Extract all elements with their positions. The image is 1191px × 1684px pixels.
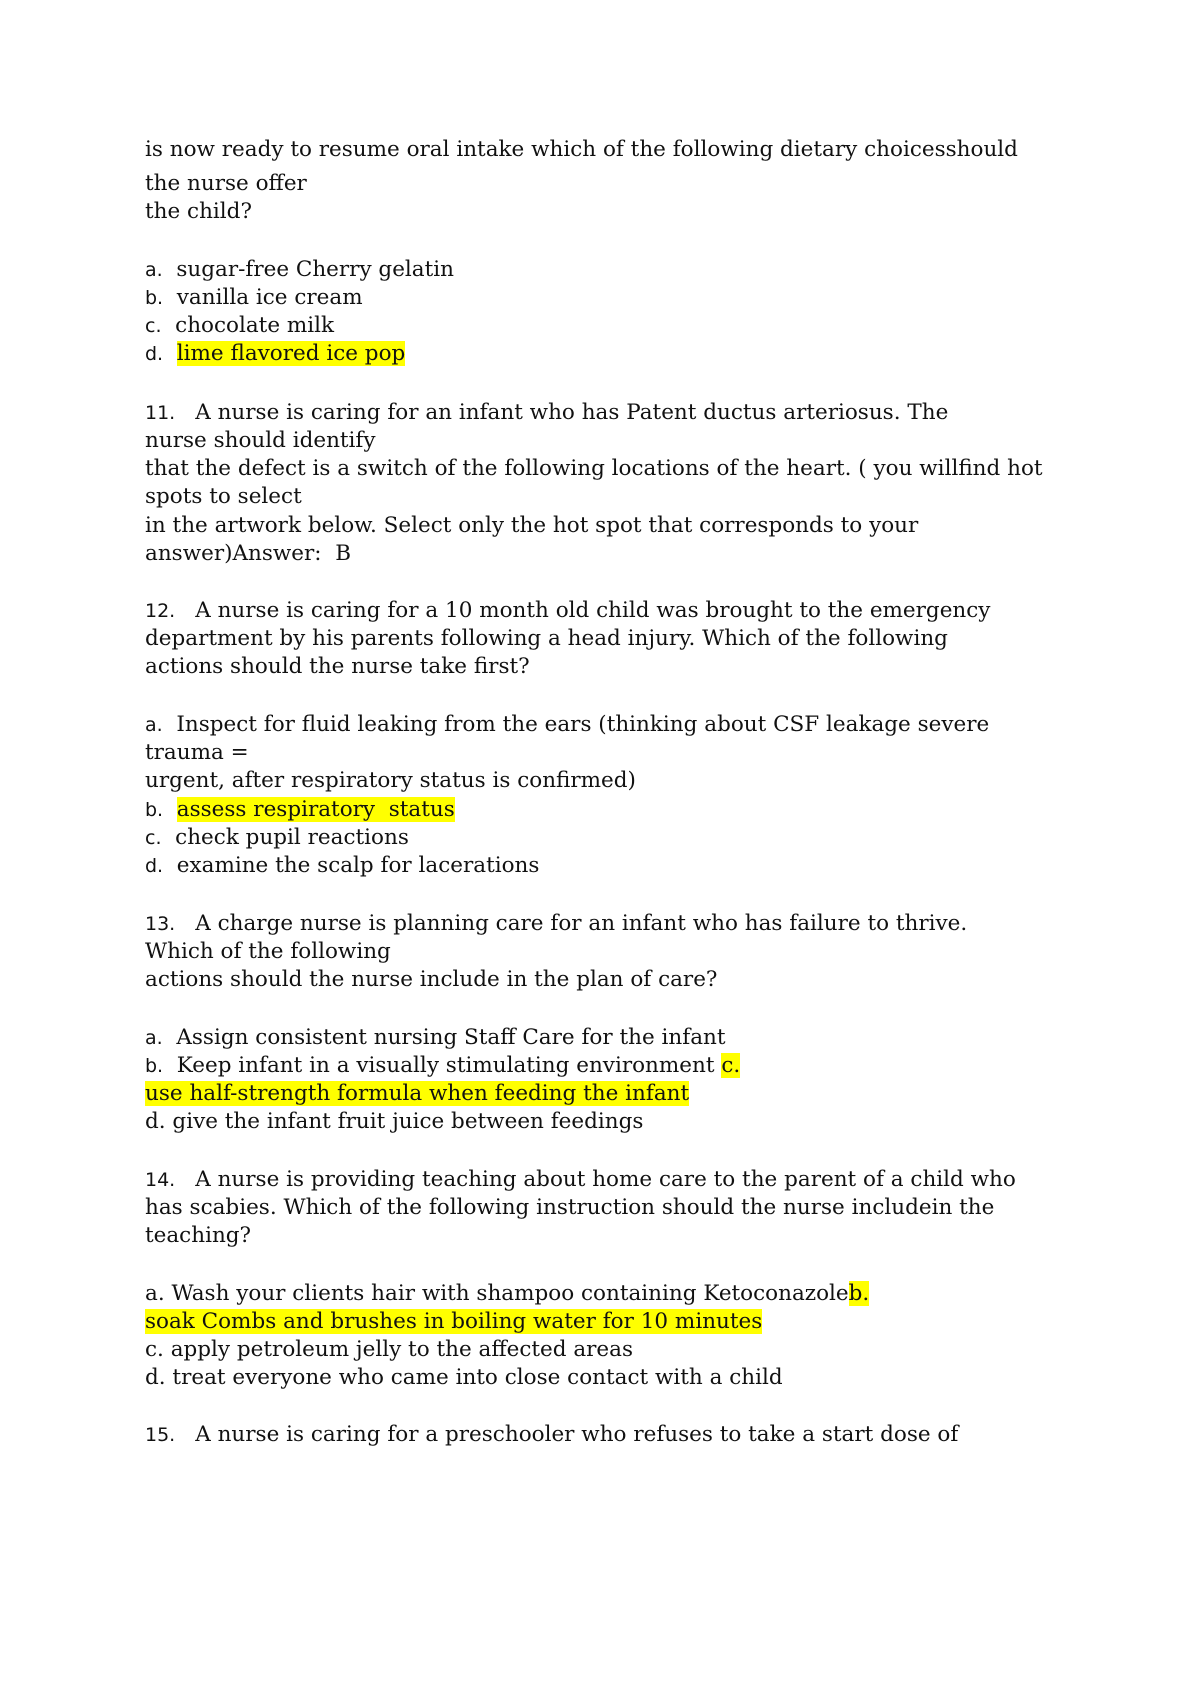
- option-text: check pupil reactions: [175, 825, 409, 850]
- option-letter: b.: [145, 1055, 164, 1077]
- highlighted-answer: lime flavored ice pop: [176, 341, 406, 366]
- option-letter: d.: [145, 343, 164, 365]
- q14-option-c: c. apply petroleum jelly to the affected areas: [145, 1337, 634, 1362]
- option-letter: c.: [145, 315, 162, 337]
- q10-option-b: [145, 284, 363, 312]
- q12-option-c: [145, 824, 409, 852]
- q14-stem-line: 14. A nurse is providing teaching about home care to the parent of a child who: [145, 1167, 1016, 1192]
- question-number: 11.: [145, 402, 176, 424]
- q10-stem-line: the nurse offer: [145, 171, 307, 196]
- q13-option-a: [145, 1024, 726, 1052]
- q11-stem-line: spots to select: [145, 484, 302, 509]
- highlighted-answer-letter: b.: [848, 1281, 870, 1306]
- q11-stem-line: in the artwork below. Select only the hot spot that corresponds to your: [145, 513, 919, 538]
- q10-stem-line: is now ready to resume oral intake which of the following dietary choicesshould: [145, 137, 1018, 162]
- q13-stem-line: Which of the following: [145, 939, 391, 964]
- option-text: chocolate milk: [175, 313, 335, 338]
- option-text: Assign consistent nursing Staff Care for the infant: [176, 1025, 726, 1050]
- q10-option-d: [145, 340, 405, 368]
- option-text: sugar-free Cherry gelatin: [176, 257, 454, 282]
- option-text: Keep infant in a visually stimulating environment: [176, 1053, 722, 1078]
- option-text: Inspect for fluid leaking from the ears (thinking about CSF leakage severe: [176, 712, 990, 737]
- q11-stem-line: 11. A nurse is caring for an infant who has Patent ductus arteriosus. The: [145, 400, 949, 425]
- q12-option-b: [145, 796, 455, 824]
- option-text: examine the scalp for lacerations: [176, 853, 540, 878]
- q13-option-b: [145, 1052, 740, 1080]
- option-letter: a.: [145, 1027, 163, 1049]
- q12-option-a-cont: trauma =: [145, 740, 249, 765]
- q12-option-a-cont: urgent, after respiratory status is confirmed): [145, 768, 636, 793]
- q14-option-b: [145, 1308, 762, 1336]
- q12-option-a: [145, 711, 989, 739]
- q14-stem-line: has scabies. Which of the following instruction should the nurse includein the: [145, 1195, 995, 1220]
- option-text: vanilla ice cream: [176, 285, 363, 310]
- q11-stem-line: that the defect is a switch of the following locations of the heart. ( you willfind hot: [145, 456, 1043, 481]
- q13-stem-line: actions should the nurse include in the plan of care?: [145, 967, 718, 992]
- q14-stem-line: teaching?: [145, 1223, 252, 1248]
- question-number: 15.: [145, 1424, 176, 1446]
- q10-option-a: [145, 256, 454, 284]
- q12-option-d: [145, 852, 539, 880]
- option-letter: a.: [145, 259, 163, 281]
- option-letter: a.: [145, 714, 163, 736]
- q14-option-d: d. treat everyone who came into close contact with a child: [145, 1365, 783, 1390]
- q13-stem-line: 13. A charge nurse is planning care for an infant who has failure to thrive.: [145, 911, 968, 936]
- option-letter: c.: [145, 827, 162, 849]
- highlighted-answer: soak Combs and brushes in boiling water for 10 minutes: [145, 1309, 763, 1334]
- option-letter: d.: [145, 855, 164, 877]
- option-letter: b.: [145, 799, 164, 821]
- q15-stem-line: 15. A nurse is caring for a preschooler who refuses to take a start dose of: [145, 1422, 959, 1447]
- q11-stem-line: nurse should identify: [145, 428, 376, 453]
- question-number: 14.: [145, 1169, 176, 1191]
- highlighted-answer-letter: c.: [721, 1053, 741, 1078]
- option-letter: b.: [145, 287, 164, 309]
- question-number: 13.: [145, 913, 176, 935]
- q13-option-c: [145, 1080, 689, 1108]
- option-text: a. Wash your clients hair with shampoo containing Ketoconazole: [145, 1281, 849, 1306]
- q12-stem-line: 12. A nurse is caring for a 10 month old child was brought to the emergency: [145, 598, 991, 623]
- q13-option-d: d. give the infant fruit juice between feedings: [145, 1109, 644, 1134]
- highlighted-answer: assess respiratory status: [176, 797, 455, 822]
- question-number: 12.: [145, 600, 176, 622]
- q10-option-c: [145, 312, 334, 340]
- q12-stem-line: department by his parents following a head injury. Which of the following: [145, 626, 948, 651]
- q10-stem-line: the child?: [145, 199, 252, 224]
- q12-stem-line: actions should the nurse take first?: [145, 654, 530, 679]
- highlighted-answer: use half-strength formula when feeding the infant: [145, 1081, 690, 1106]
- q14-option-a: [145, 1280, 869, 1308]
- q11-answer-line: answer)Answer: B: [145, 541, 352, 566]
